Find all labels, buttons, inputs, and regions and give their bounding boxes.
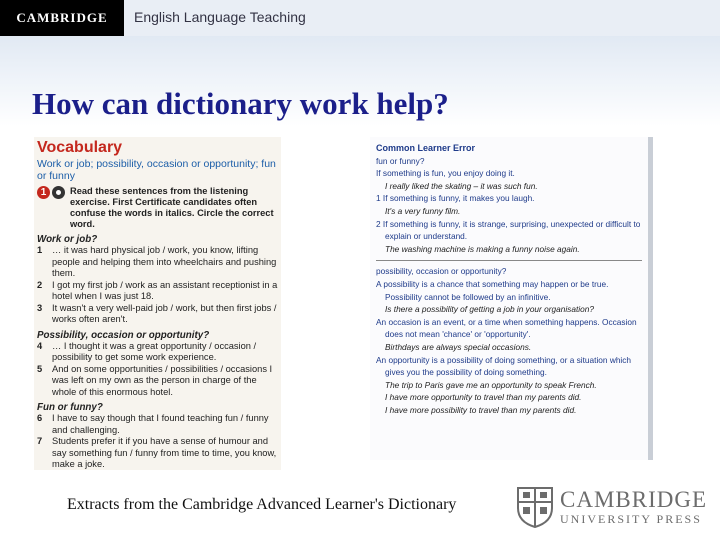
exercise-sections xyxy=(34,234,281,470)
example-sentence: I really liked the skating – it was such fun. xyxy=(385,180,538,191)
exercise-item xyxy=(37,341,281,364)
item-number: 2 xyxy=(37,279,43,290)
exercise-item xyxy=(37,303,281,326)
vocabulary-heading: Vocabulary xyxy=(37,139,123,156)
item-text: It wasn't a very well-paid job / work, but then first jobs / works often aren't. xyxy=(52,302,277,324)
example-sentence: I have more possibility to travel than my parents did. xyxy=(385,404,577,415)
logo-line-university-press: UNIVERSITY PRESS xyxy=(560,512,702,526)
definition-line: 1 If something is funny, it makes you laugh. xyxy=(376,193,535,204)
example-sentence: Birthdays are always special occasions. xyxy=(385,341,532,352)
dictionary-extract xyxy=(370,137,653,460)
logo-line-cambridge: CAMBRIDGE xyxy=(560,487,708,512)
example-sentence: I have more opportunity to travel than my parents did. xyxy=(385,392,582,403)
audio-icon xyxy=(52,186,65,199)
definition-line: gives you the possibility of doing something. xyxy=(385,367,547,378)
definition-line: possibility, occasion or opportunity? xyxy=(376,266,507,277)
item-number: 3 xyxy=(37,302,43,313)
definition-line: A possibility is a chance that something may happen or be true. xyxy=(376,278,609,289)
vocabulary-extract xyxy=(34,137,281,470)
crest-icon xyxy=(516,486,554,528)
exercise-item xyxy=(37,245,281,280)
definition-line: Possibility cannot be followed by an infinitive. xyxy=(385,291,551,302)
exercise-item xyxy=(37,413,281,436)
item-text: … it was hard physical job / work, you know, lifting people and helping them into wheelchairs and pushing them. xyxy=(52,245,277,278)
caption: Extracts from the Cambridge Advanced Learner's Dictionary xyxy=(67,496,457,513)
item-number: 5 xyxy=(37,363,43,374)
definition-line: If something is fun, you enjoy doing it. xyxy=(376,168,515,179)
example-sentence: Is there a possibility of getting a job in your organisation? xyxy=(385,304,594,315)
header-bar xyxy=(0,0,720,36)
definition-line: explain or understand. xyxy=(385,231,468,242)
example-sentence: The trip to Paris gave me an opportunity to speak French. xyxy=(385,379,597,390)
common-learner-error-heading: Common Learner Error xyxy=(376,143,476,153)
definition-line: does not mean 'chance' or 'opportunity'. xyxy=(385,329,531,340)
item-text: Students prefer it if you have a sense of humour and say something fun / funny from time to time, you know, make a joke. xyxy=(52,436,277,469)
item-text: … I thought it was a great opportunity / occasion / possibility to get some work experience. xyxy=(52,340,257,362)
slide-title: How can dictionary work help? xyxy=(32,86,449,121)
item-text: I got my first job / work as an assistant receptionist in a hotel when I was just 18. xyxy=(52,279,278,301)
divider xyxy=(376,260,642,261)
exercise-instruction xyxy=(37,186,281,230)
header-subtitle: English Language Teaching xyxy=(134,9,306,25)
instruction-text: Read these sentences from the listening exercise. First Certificate candidates often confuse the words in italics. Circle the correct word. xyxy=(70,186,274,229)
item-text: And on some opportunities / possibilities / occasions I was left on my own as the person in charge of the whole of this enormous hotel. xyxy=(52,363,273,397)
definition-line: An opportunity is a possibility of doing something, or a situation which xyxy=(376,354,632,365)
section-heading: Possibility, occasion or opportunity? xyxy=(37,329,210,341)
vocabulary-subheading: Work or job; possibility, occasion or opportunity; fun or funny xyxy=(37,158,276,182)
example-sentence: The washing machine is making a funny noise again. xyxy=(385,243,580,254)
section-heading: Work or job? xyxy=(37,234,98,245)
example-sentence: It's a very funny film. xyxy=(385,205,461,216)
exercise-number: 1 xyxy=(37,186,50,199)
definition-line: fun or funny? xyxy=(376,155,425,166)
definition-line: An occasion is an event, or a time when something happens. Occasion xyxy=(376,316,637,327)
exercise-item xyxy=(37,436,281,470)
item-number: 7 xyxy=(37,436,43,446)
item-number: 4 xyxy=(37,340,43,351)
exercise-item xyxy=(37,280,281,303)
definition-line: 2 If something is funny, it is strange, surprising, unexpected or difficult to xyxy=(376,218,641,229)
cambridge-university-press-logo xyxy=(516,486,707,528)
item-number: 6 xyxy=(37,413,43,423)
item-number: 1 xyxy=(37,245,43,255)
dictionary-entries xyxy=(370,156,648,416)
item-text: I have to say though that I found teaching fun / funny and challenging. xyxy=(52,413,269,435)
cambridge-logo: CAMBRIDGE xyxy=(0,0,124,36)
section-heading: Fun or funny? xyxy=(37,402,103,413)
exercise-item xyxy=(37,364,281,399)
